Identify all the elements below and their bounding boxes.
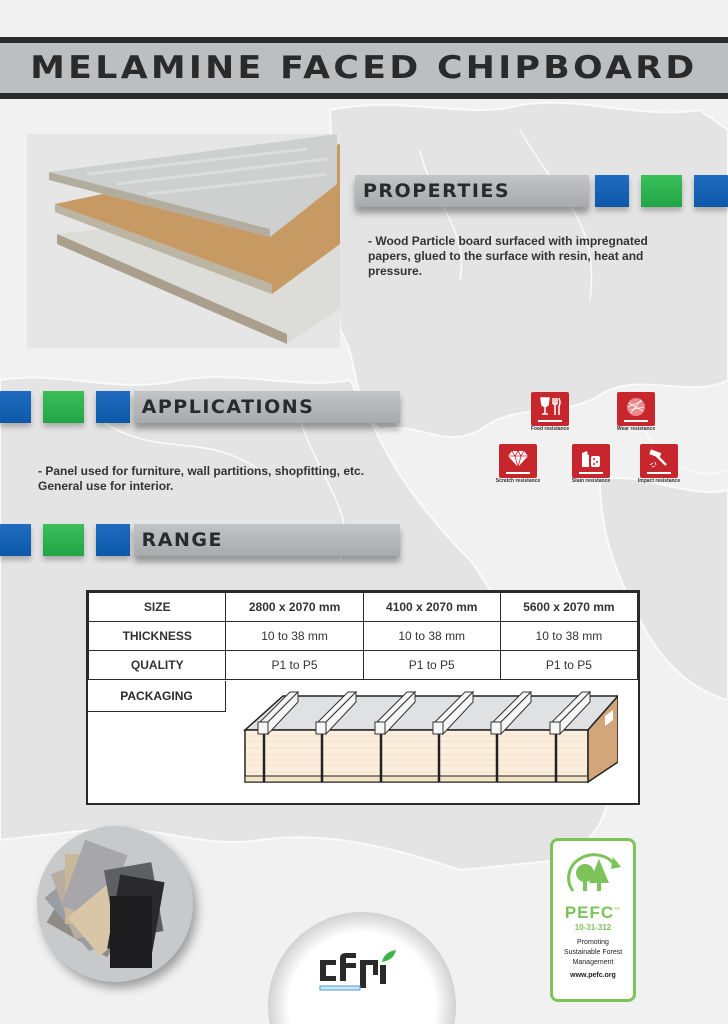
title-bar [0,37,728,99]
text-line: pressure. [368,264,423,278]
pefc-code: 10-31-312 [574,923,612,932]
applications-heading: APPLICATIONS [134,391,400,423]
cell: 10 to 38 mm [500,622,637,651]
blue-square [0,391,31,423]
cell: 5600 x 2070 mm [500,593,637,622]
feature-label: Stain resistance [571,478,611,484]
feature-food [520,392,580,432]
cell: P1 to P5 [226,651,363,680]
food-icon [531,392,569,426]
cfp-logo [318,948,408,998]
row-label: QUALITY [89,651,226,680]
impact-icon [640,444,678,478]
feature-wear [606,392,666,432]
feature-label: Food resistance [530,426,570,432]
pefc-wordmark: PEFC [564,903,615,922]
table-row-quality [89,651,638,680]
properties-heading: PROPERTIES [355,175,589,207]
text-line: - Panel used for furniture, wall partitions, shopfitting, etc. [38,464,365,478]
cell: P1 to P5 [363,651,500,680]
applications-description [38,464,398,494]
cell: P1 to P5 [500,651,637,680]
text-line: Sustainable Forest [563,949,623,956]
blue-square [96,524,129,556]
feature-stain [561,444,621,484]
packaging-label: PACKAGING [88,681,226,712]
green-square [641,175,682,207]
table-row-size [89,593,638,622]
green-square [43,524,84,556]
feature-label: Scratch resistance [495,478,541,484]
range-heading: RANGE [134,524,400,556]
pefc-certification-badge [550,838,636,1002]
text-line: General use for interior. [38,479,174,493]
trademark-symbol: ™ [614,907,622,914]
pefc-name [565,903,621,923]
pefc-url: www.pefc.org [570,972,616,979]
blue-square [595,175,629,207]
text-line: Promoting [577,939,609,946]
row-label: SIZE [89,593,226,622]
range-table [86,590,640,805]
blue-square [694,175,728,207]
wear-icon [617,392,655,426]
row-label: THICKNESS [89,622,226,651]
range-specs [88,592,638,680]
text-line: Management [572,959,614,966]
pefc-tagline [564,938,622,968]
properties-header [355,175,728,207]
cell: 2800 x 2070 mm [226,593,363,622]
blue-square [96,391,129,423]
page-title: MELAMINE FACED CHIPBOARD [30,50,698,86]
applications-header [0,391,400,423]
cell: 4100 x 2070 mm [363,593,500,622]
packaging-illustration [243,690,618,794]
product-photo [27,134,340,348]
feature-impact [629,444,689,484]
feature-label: Impact resistance [637,478,681,484]
table-row-thickness [89,622,638,651]
blue-square [0,524,31,556]
scratch-icon [499,444,537,478]
pefc-tree-icon [563,851,623,901]
cell: 10 to 38 mm [363,622,500,651]
text-line: - Wood Particle board surfaced with impregnated [368,234,648,248]
feature-label: Wear resistance [616,426,656,432]
range-header [0,524,400,556]
text-line: papers, glued to the surface with resin, heat and [368,249,644,263]
green-square [43,391,84,423]
decor-swatches-image [37,826,193,982]
cell: 10 to 38 mm [226,622,363,651]
stain-icon [572,444,610,478]
properties-description [368,234,698,279]
feature-scratch [488,444,548,484]
